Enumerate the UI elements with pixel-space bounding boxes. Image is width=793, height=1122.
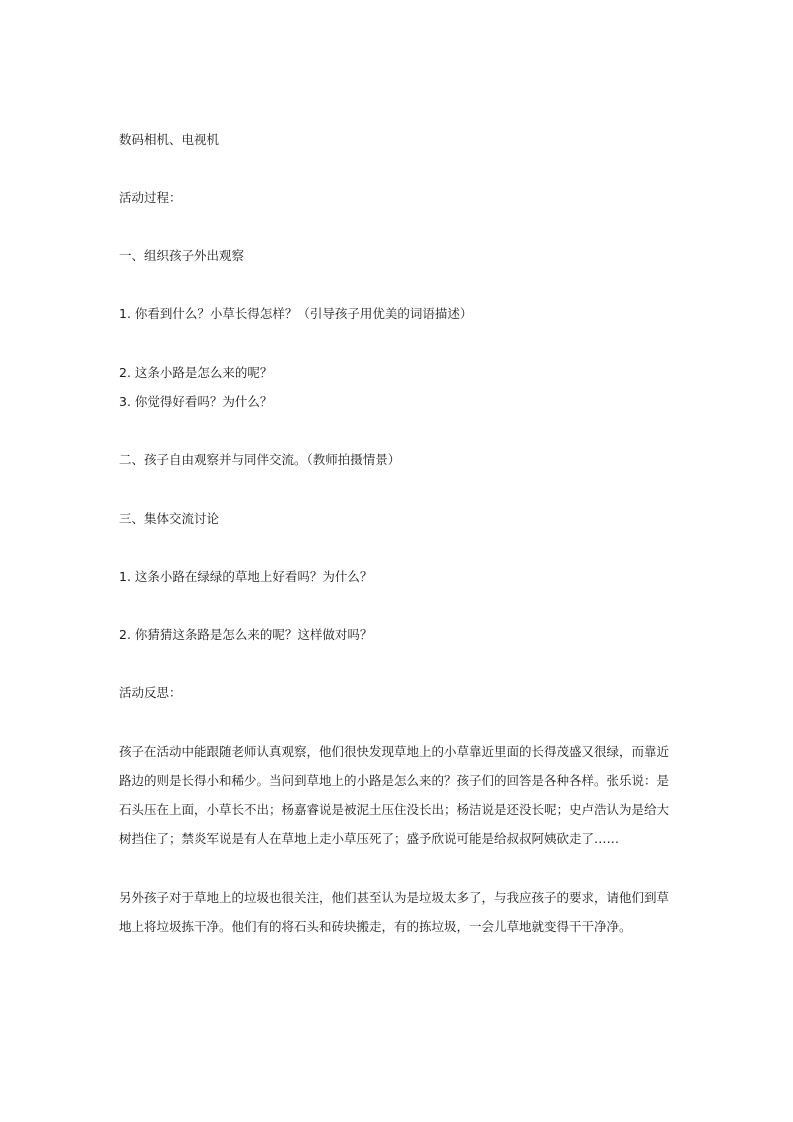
- section-2-title: 二、孩子自由观察并与同伴交流。（教师拍摄情景）: [119, 452, 401, 467]
- section-1-question-2: 2. 这条小路是怎么来的呢？: [119, 365, 273, 380]
- reflection-paragraph-1: 孩子在活动中能跟随老师认真观察，他们很快发现草地上的小草靠近里面的长得茂盛又很绿，而靠近路边的则是长得小和稀少。当问到草地上的小路是怎么来的？孩子们的回答是各种各样。张乐说：是石头压在上面，小草长不出；杨嘉睿说是被泥土压住没长出；杨洁说是还没长呢；史卢浩认为是给大树挡住了；禁炎军说是有人在草地上走小草压死了；盛予欣说可能是给叔叔阿姨砍走了……: [119, 744, 670, 846]
- section-3-question-2: 2. 你猜猜这条路是怎么来的呢？这样做对吗？: [119, 627, 373, 642]
- section-1-question-3: 3. 你觉得好看吗？为什么？: [119, 394, 273, 409]
- materials-line: 数码相机、电视机: [119, 132, 220, 147]
- process-heading: 活动过程：: [119, 190, 182, 205]
- section-3-title: 三、集体交流讨论: [119, 511, 220, 526]
- reflection-paragraph-2: 另外孩子对于草地上的垃圾也很关注，他们甚至认为是垃圾太多了，与我应孩子的要求，请他们到草地上将垃圾拣干净。他们有的将石头和砖块搬走，有的拣垃圾，一会儿草地就变得干干净净。: [119, 890, 670, 934]
- reflection-heading: 活动反思：: [119, 685, 182, 700]
- section-1-question-1: 1. 你看到什么？小草长得怎样？（引导孩子用优美的词语描述）: [119, 306, 473, 321]
- section-1-title: 一、组织孩子外出观察: [119, 248, 245, 263]
- section-3-question-1: 1. 这条小路在绿绿的草地上好看吗？为什么？: [119, 569, 373, 584]
